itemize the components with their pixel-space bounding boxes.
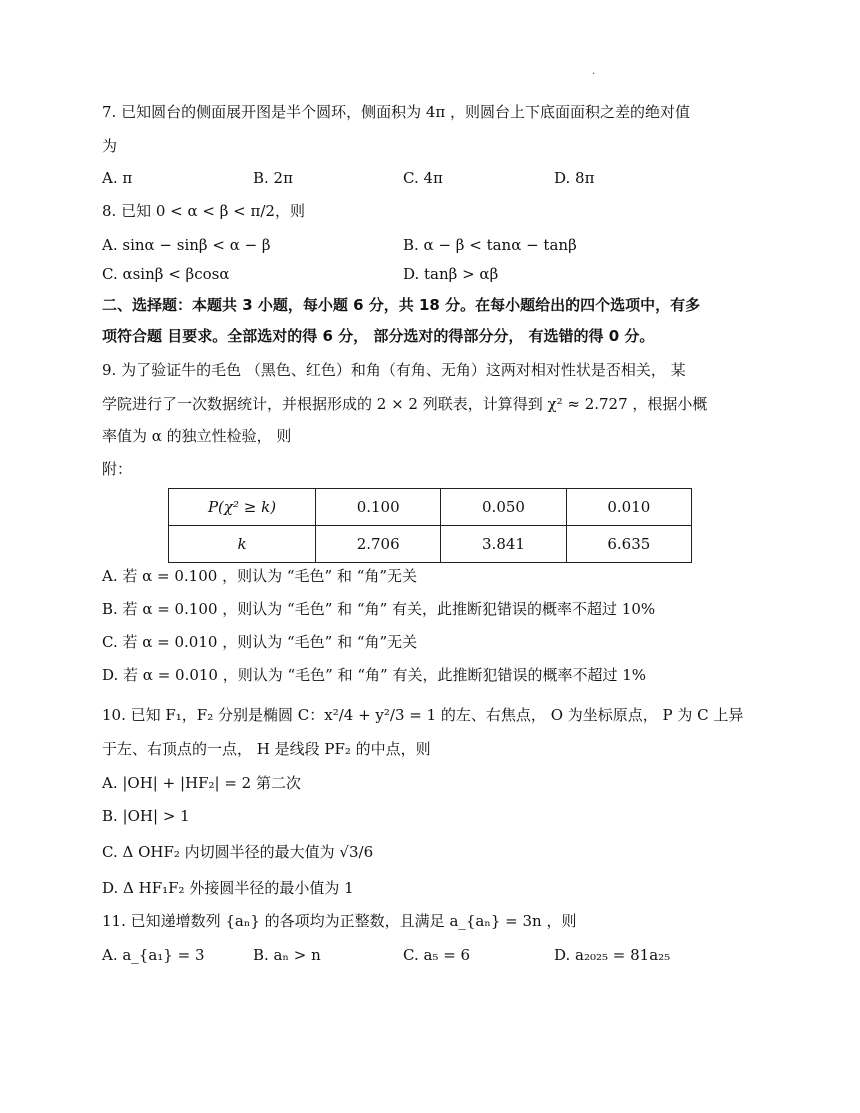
q11-option-c: C. a₅ = 6 [403, 946, 471, 964]
q8-option-d: D. tanβ > αβ [403, 265, 499, 283]
q8-stem: 8. 已知 0 < α < β < π/2，则 [102, 202, 305, 220]
table-cell: 0.010 [566, 489, 691, 526]
q10-option-a: A. |OH| + |HF₂| = 2 第二次 [102, 774, 301, 792]
q8-option-c: C. αsinβ < βcosα [102, 265, 230, 283]
table-cell: 0.100 [316, 489, 441, 526]
q11-option-d: D. a₂₀₂₅ = 81a₂₅ [554, 946, 671, 964]
q10-option-b: B. |OH| > 1 [102, 807, 190, 825]
q7-option-c: C. 4π [403, 169, 443, 187]
table-cell: 3.841 [441, 526, 566, 563]
q9-option-d: D. 若 α = 0.010 ，则认为 “毛色” 和 “角” 有关，此推断犯错误的概率不超过 1% [102, 666, 647, 684]
q7-stem-line1: 7. 已知圆台的侧面展开图是半个圆环，侧面积为 4π ，则圆台上下底面面积之差的绝对值 [102, 103, 691, 121]
q10-option-c: C. Δ OHF₂ 内切圆半径的最大值为 √3/6 [102, 843, 374, 861]
q11-option-b: B. aₙ > n [253, 946, 321, 964]
q9-stem-line3: 率值为 α 的独立性检验， 则 [102, 427, 292, 445]
table-cell: 6.635 [566, 526, 691, 563]
q9-option-c: C. 若 α = 0.010 ，则认为 “毛色” 和 “角”无关 [102, 633, 418, 651]
q11-stem: 11. 已知递增数列 {aₙ} 的各项均为正整数，且满足 a_{aₙ} = 3n ，则 [102, 912, 577, 930]
q11-option-a: A. a_{a₁} = 3 [102, 946, 205, 964]
table-row [169, 526, 692, 563]
table-cell: k [169, 526, 316, 563]
q9-stem-line2: 学院进行了一次数据统计，并根据形成的 2 × 2 列联表，计算得到 χ² ≈ 2.727 ，根据小概 [102, 395, 708, 413]
q9-attach-label: 附： [102, 460, 133, 478]
chi-square-table [168, 488, 692, 563]
section2-heading-line1: 二、选择题：本题共 3 小题，每小题 6 分，共 18 分。在每小题给出的四个选项中，有多 [102, 296, 701, 314]
q7-option-b: B. 2π [253, 169, 293, 187]
q7-option-d: D. 8π [554, 169, 595, 187]
section2-heading-line2: 项符合题 目要求。全部选对的得 6 分， 部分选对的得部分分， 有选错的得 0 分。 [102, 327, 655, 345]
q10-option-d: D. Δ HF₁F₂ 外接圆半径的最小值为 1 [102, 879, 354, 897]
table-row [169, 489, 692, 526]
table-cell: 0.050 [441, 489, 566, 526]
q9-option-b: B. 若 α = 0.100 ，则认为 “毛色” 和 “角” 有关，此推断犯错误的概率不超过 10% [102, 600, 656, 618]
q8-option-b: B. α − β < tanα − tanβ [403, 236, 577, 254]
q10-stem-line1: 10. 已知 F₁，F₂ 分别是椭圆 C：x²/4 + y²/3 = 1 的左、右焦点， O 为坐标原点， P 为 C 上异 [102, 706, 744, 724]
q9-stem-line1: 9. 为了验证牛的毛色 （黑色、红色）和角（有角、无角）这两对相对性状是否相关， 某 [102, 361, 686, 379]
table-cell: 2.706 [316, 526, 441, 563]
corner-dot: . [592, 66, 596, 77]
q8-option-a: A. sinα − sinβ < α − β [102, 236, 271, 254]
q7-stem-line2: 为 [102, 137, 118, 155]
q7-option-a: A. π [102, 169, 133, 187]
q10-stem-line2: 于左、右顶点的一点， H 是线段 PF₂ 的中点，则 [102, 740, 431, 758]
table-cell: P(χ² ≥ k) [169, 489, 316, 526]
q9-option-a: A. 若 α = 0.100 ，则认为 “毛色” 和 “角”无关 [102, 567, 418, 585]
